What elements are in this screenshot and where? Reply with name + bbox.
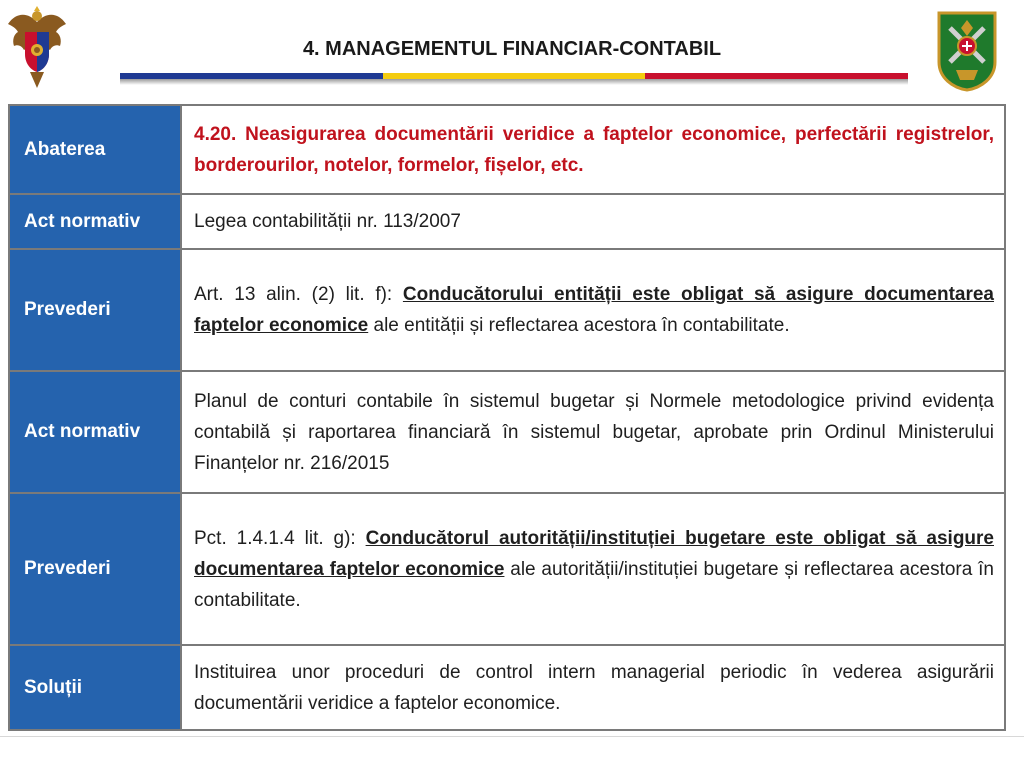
row-label: Prevederi	[9, 493, 181, 645]
divider-shadow	[120, 79, 908, 85]
provision-reference: Pct. 1.4.1.4 lit. g):	[194, 527, 366, 549]
provision-rest: ale entității și reflectarea acestora în contabilitate.	[368, 315, 790, 336]
row-content: Instituirea unor proceduri de control intern managerial periodic în vederea asigurării documentării veridice a faptelor economice.	[181, 645, 1005, 730]
row-label: Act normativ	[9, 194, 181, 249]
row-content	[181, 249, 1005, 371]
footer-divider	[0, 736, 1024, 737]
row-content: Planul de conturi contabile în sistemul bugetar și Normele metodologice privind evidența contabilă și raportarea financiară în sistemul bugetar, aprobate prin Ordinul Ministerului Finanțelor nr. 216/2015	[181, 371, 1005, 493]
table-row-prevederi	[9, 249, 1005, 371]
table-row-act-normativ	[9, 371, 1005, 493]
row-label: Abaterea	[9, 105, 181, 194]
provision-rest: ale autorității/instituției bugetare și reflectarea acestora în contabilitate.	[194, 558, 994, 611]
table-row-solutii	[9, 645, 1005, 730]
row-content	[181, 493, 1005, 645]
row-label: Act normativ	[9, 371, 181, 493]
table-row-act-normativ	[9, 194, 1005, 249]
provision-emphasis: Conducătorul autorității/instituției bugetare este obligat să asigure documentarea faptelor economice	[194, 527, 994, 580]
row-label: Prevederi	[9, 249, 181, 371]
row-label: Soluții	[9, 645, 181, 730]
provision-emphasis: Conducătorului entității este obligat să asigure documentarea faptelor economice	[194, 284, 995, 336]
row-content: Legea contabilității nr. 113/2007	[181, 194, 1005, 249]
row-content: 4.20. Neasigurarea documentării veridice a faptelor economice, perfectării registrelor, borderourilor, notelor, formelor, fișelor, etc.	[181, 105, 1005, 194]
table-row-prevederi	[9, 493, 1005, 645]
findings-table	[8, 104, 1006, 731]
provision-reference: Art. 13 alin. (2) lit. f):	[194, 284, 403, 305]
table-row-abaterea	[9, 105, 1005, 194]
page-title: 4. MANAGEMENTUL FINANCIAR-CONTABIL	[302, 38, 722, 60]
